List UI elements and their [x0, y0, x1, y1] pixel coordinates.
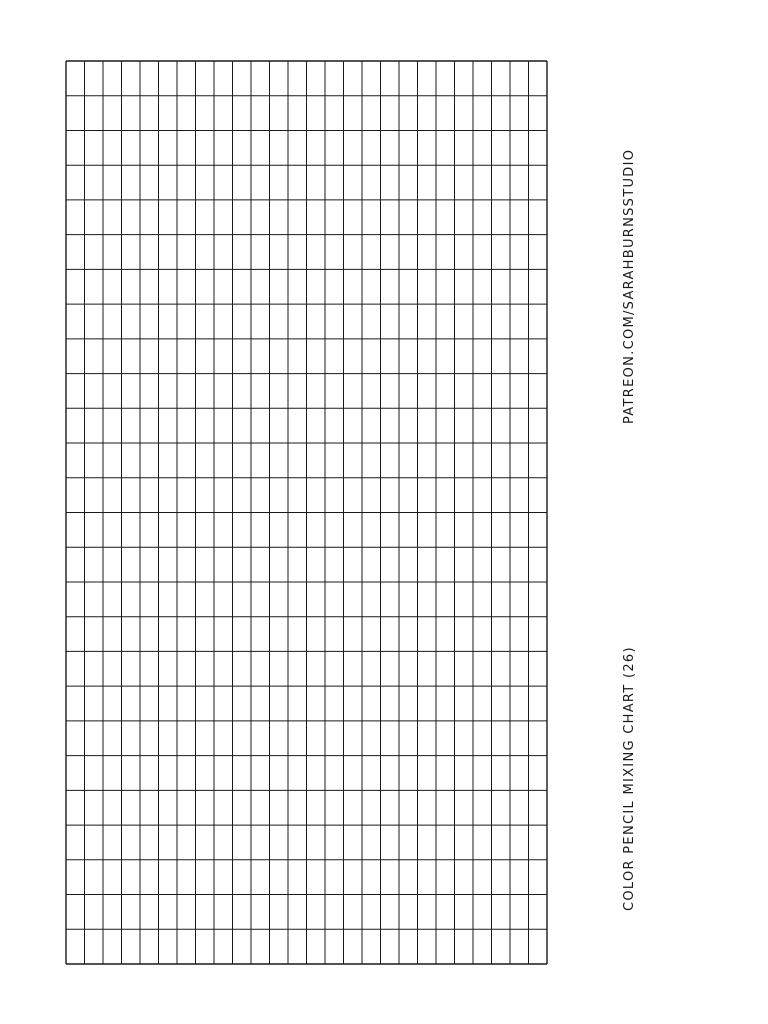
patreon-credit: PATREON.COM/SARAHBURNSSTUDIO — [622, 148, 637, 424]
chart-title: COLOR PENCIL MIXING CHART (26) — [622, 646, 637, 911]
